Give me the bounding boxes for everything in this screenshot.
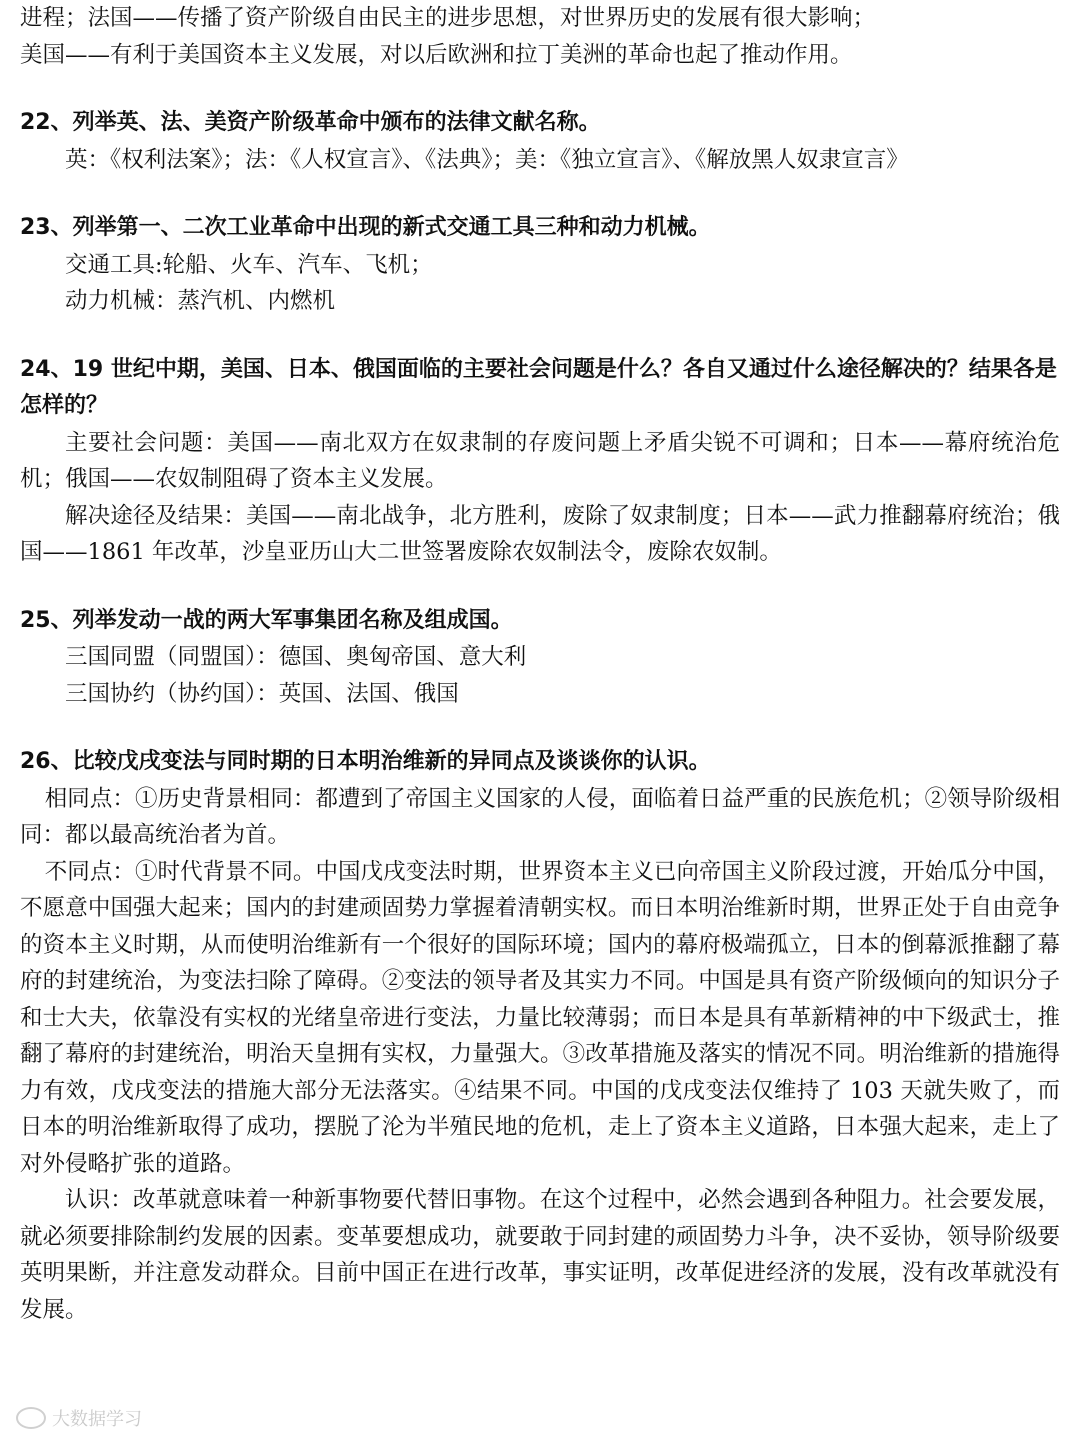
document-page [20, 0, 1060, 1328]
question-23-line-1: 交通工具:轮船、火车、汽车、飞机； [65, 251, 433, 278]
top-line-2: 美国——有利于美国资本主义发展，对以后欧洲和拉丁美洲的革命也起了推动作用。 [20, 41, 853, 68]
watermark [16, 1405, 142, 1431]
question-26-diff: 不同点：①时代背景不同。中国戊戌变法时期，世界资本主义已向帝国主义阶段过渡，开始瓜分中国，不愿意中国强大起来；国内的封建顽固势力掌握着清朝实权。而日本明治维新时期，世界正处于自由竞争的资本主义时期，从而使明治维新有一个很好的国际环境；国内的幕府极端孤立，日本的倒幕派推翻了幕府的封建统治，为变法扫除了障碍。②变法的领导者及其实力不同。中国是具有资产阶级倾向的知识分子和士大夫，依靠没有实权的光绪皇帝进行变法，力量比较薄弱；而日本是具有革新精神的中下级武士，推翻了幕府的封建统治，明治天皇拥有实权，力量强大。③改革措施及落实的情况不同。明治维新的措施得力有效，戊戌变法的措施大部分无法落实。④结果不同。中国的戊戌变法仅维持了 103 天就失败了，而日本的明治维新取得了成功，摆脱了沦为半殖民地的危机，走上了资本主义道路，日本强大起来，走上了对外侵略扩张的道路。 [20, 858, 1060, 1177]
watermark-logo-icon [16, 1407, 46, 1429]
question-24-paragraph-1: 主要社会问题：美国——南北双方在奴隶制的存废问题上矛盾尖锐不可调和；日本——幕府统治危机；俄国——农奴制阻碍了资本主义发展。 [20, 429, 1060, 492]
question-26-title: 26、比较戊戌变法与同时期的日本明治维新的异同点及谈谈你的认识。 [20, 749, 711, 774]
question-25-line-1: 三国同盟（同盟国）：德国、奥匈帝国、意大利 [65, 644, 527, 670]
question-26-same: 相同点：①历史背景相同：都遭到了帝国主义国家的人侵，面临着日益严重的民族危机；②领导阶级相同：都以最高统治者为首。 [20, 785, 1060, 848]
question-22-title: 22、列举英、法、美资产阶级革命中颁布的法律文献名称。 [20, 110, 601, 135]
watermark-text: 大数据学习 [52, 1409, 142, 1430]
question-24-title: 24、19 世纪中期，美国、日本、俄国面临的主要社会问题是什么？各自又通过什么途径解决的？结果各是怎样的？ [20, 356, 1057, 418]
question-25-line-2: 三国协约（协约国）：英国、法国、俄国 [65, 680, 459, 707]
top-line-1: 进程；法国——传播了资产阶级自由民主的进步思想，对世界历史的发展有很大影响； [20, 5, 876, 31]
question-23-title: 23、列举第一、二次工业革命中出现的新式交通工具三种和动力机械。 [20, 215, 711, 240]
question-23-line-2: 动力机械：蒸汽机、内燃机 [65, 288, 336, 314]
question-26-view: 认识：改革就意味着一种新事物要代替旧事物。在这个过程中，必然会遇到各种阻力。社会要发展，就必须要排除制约发展的因素。变革要想成功，就要敢于同封建的顽固势力斗争，决不妥协，领导阶级要英明果断，并注意发动群众。目前中国正在进行改革，事实证明，改革促进经济的发展，没有改革就没有发展。 [20, 1187, 1060, 1323]
question-22-answer: 英：《权利法案》；法：《人权宣言》、《法典》；美：《独立宣言》、《解放黑人奴隶宣言》 [65, 146, 909, 173]
question-25-title: 25、列举发动一战的两大军事集团名称及组成国。 [20, 607, 513, 633]
question-24-paragraph-2: 解决途径及结果：美国——南北战争，北方胜利，废除了奴隶制度；日本——武力推翻幕府统治；俄国——1861 年改革，沙皇亚历山大二世签署废除农奴制法令，废除农奴制。 [20, 502, 1060, 565]
